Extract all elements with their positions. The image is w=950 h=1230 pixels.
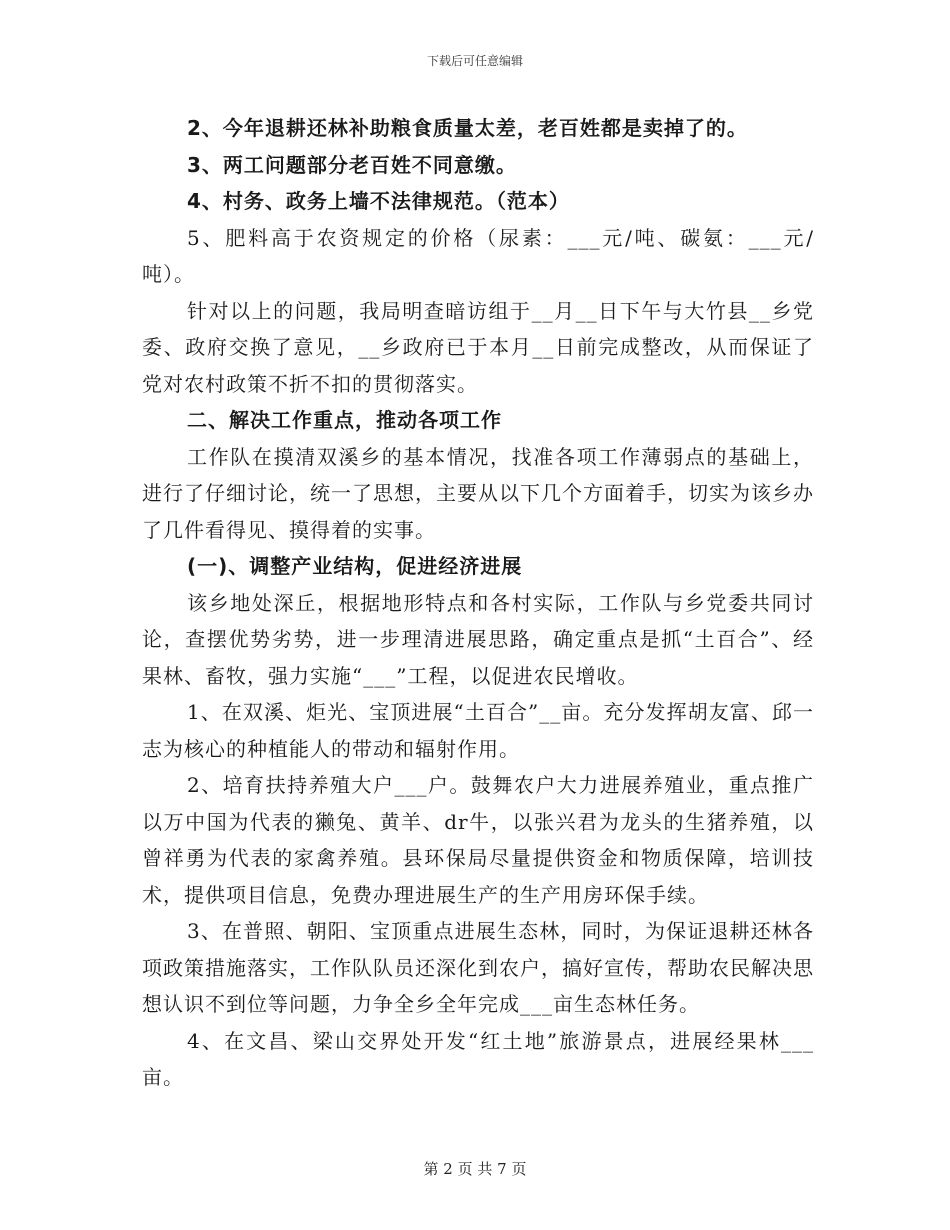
paragraph: 针对以上的问题，我局明查暗访组于__月__日下午与大竹县__乡党委、政府交换了意见，__乡政府已于本月__日前完成整改，从而保证了党对农村政策不折不扣的贯彻落实。 [142,298,814,396]
paragraph: 4、在文昌、梁山交界处开发“红土地”旅游景点，进展经果林___亩。 [142,1028,814,1089]
paragraph: 4、村务、政务上墙不法律规范。（范本） [187,189,570,213]
paragraph: 3、在普照、朝阳、宝顶重点进展生态林，同时，为保证退耕还林各项政策措施落实，工作队队员还深化到农户，搞好宣传，帮助农民解决思想认识不到位等问题，力争全乡全年完成___亩生态林任务。 [142,919,814,1016]
paragraph: 1、在双溪、炬光、宝顶进展“土百合”__亩。充分发挥胡友富、邱一志为核心的种植能人的带动和辐射作用。 [142,700,814,761]
page-number: 第 2 页 共 7 页 [423,1160,527,1178]
document-body [142,110,814,1096]
header-note: 下载后可任意编辑 [426,54,523,68]
paragraph: 该乡地处深丘，根据地形特点和各村实际，工作队与乡党委共同讨论，查摆优势劣势，进一步理清进展思路，确定重点是抓“土百合”、经果林、畜牧，强力实施“___”工程，以促进农民增收。 [142,590,814,688]
paragraph: 工作队在摸清双溪乡的基本情况，找准各项工作薄弱点的基础上，进行了仔细讨论，统一了思想，主要从以下几个方面着手，切实为该乡办了几件看得见、摸得着的实事。 [142,444,814,542]
paragraph: 2、今年退耕还林补助粮食质量太差，老百姓都是卖掉了的。 [187,116,748,140]
subsection-heading: (一)、调整产业结构，促进经济进展 [187,554,523,578]
paragraph: 3、两工问题部分老百姓不同意缴。 [187,152,517,177]
section-heading: 二、解决工作重点，推动各项工作 [187,408,502,432]
paragraph: 5、肥料高于农资规定的价格（尿素：___元/吨、碳氨：___元/吨）。 [142,225,814,286]
paragraph: 2、培育扶持养殖大户___户。鼓舞农户大力进展养殖业，重点推广以万中国为代表的獭兔、黄羊、dr牛，以张兴君为龙头的生猪养殖，以曾祥勇为代表的家禽养殖。县环保局尽量提供资金和物质保障，培训技术，提供项目信息，免费办理进展生产的生产用房环保手续。 [142,773,814,907]
